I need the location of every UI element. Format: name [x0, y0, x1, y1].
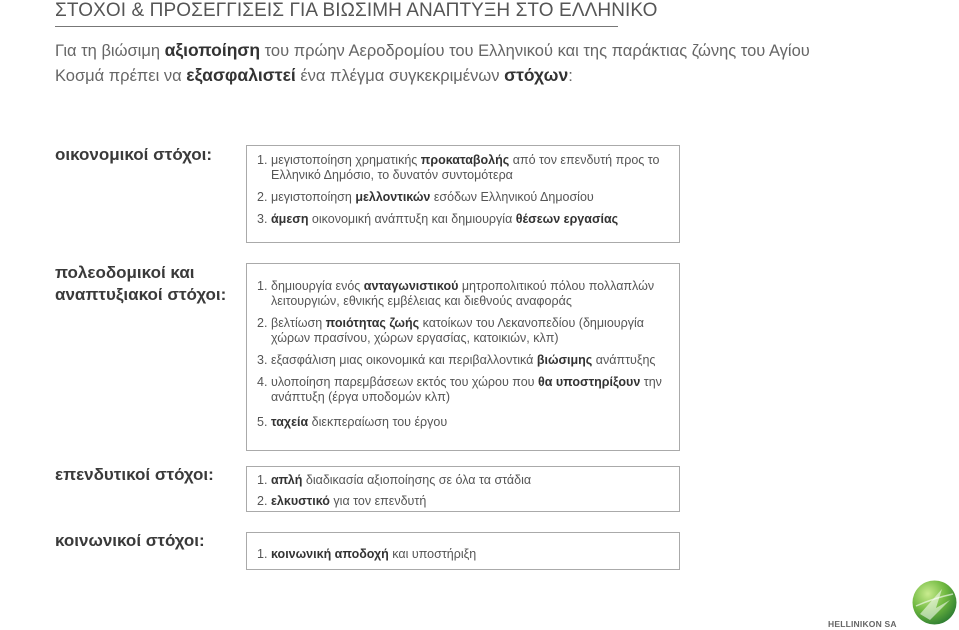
social-goals-label: κοινωνικοί στόχοι:: [55, 531, 205, 550]
list-item: [247, 353, 679, 368]
list-item: [247, 375, 679, 405]
item-number: 1.: [257, 153, 268, 167]
title-underline: [55, 26, 618, 27]
item-number: 5.: [257, 415, 268, 429]
urban-goals-label: [55, 262, 226, 306]
list-item: [247, 494, 679, 509]
item-text: μητροπολιτικού πόλου πολλαπλών λειτουργιών, εθνικής εμβέλειας και διεθνούς αναφοράς: [271, 279, 655, 308]
item-text: μεγιστοποίηση χρηματικής: [271, 153, 421, 167]
intro-text: ένα πλέγμα συγκεκριμένων: [295, 67, 505, 85]
urban-goals-box: [246, 263, 680, 451]
economic-goals-box: [246, 145, 680, 243]
intro-text: :: [568, 67, 573, 85]
item-number: 4.: [257, 375, 268, 389]
item-text: εσόδων Ελληνικού Δημοσίου: [430, 190, 594, 204]
intro-emphasis: στόχων: [504, 65, 569, 85]
economic-goals-label: οικονομικοί στόχοι:: [55, 145, 213, 164]
economic-goals-list: [247, 153, 679, 227]
intro-text: Για τη βιώσιμη: [55, 42, 165, 60]
item-number: 2.: [257, 190, 268, 204]
item-text: διαδικασία αξιοποίησης σε όλα τα στάδια: [302, 473, 532, 487]
social-goals-list: [247, 547, 679, 562]
item-text: εξασφάλιση μιας οικονομικά και περιβαλλοντικά: [271, 353, 537, 367]
item-emphasis: βιώσιμης: [536, 353, 593, 367]
item-emphasis: ανταγωνιστικού: [363, 279, 459, 293]
item-number: 1.: [257, 547, 268, 561]
item-emphasis: ποιότητας ζωής: [325, 316, 420, 330]
item-emphasis: προκαταβολής: [420, 153, 510, 167]
investment-goals-list: [247, 473, 679, 509]
list-item: [247, 190, 679, 205]
item-number: 3.: [257, 212, 268, 226]
brand-name: HELLINIKON SA: [828, 619, 897, 629]
item-emphasis: ταχεία: [271, 415, 309, 429]
investment-goals-label: επενδυτικοί στόχοι:: [55, 465, 214, 484]
item-emphasis: θέσεων εργασίας: [515, 212, 619, 226]
list-item: [247, 473, 679, 488]
intro-text: του πρώην Αεροδρομίου του Ελληνικού και της παράκτιας ζώνης του Αγίου Κοσμά πρέπει να: [55, 42, 810, 85]
item-number: 2.: [257, 494, 268, 508]
item-text: για τον επενδυτή: [329, 494, 427, 508]
social-goals-box: [246, 532, 680, 570]
item-text: διεκπεραίωση του έργου: [308, 415, 448, 429]
intro-emphasis: εξασφαλιστεί: [186, 65, 296, 85]
investment-goals-box: [246, 466, 680, 512]
item-emphasis: κοινωνική αποδοχή: [271, 547, 389, 561]
list-item: [247, 153, 679, 183]
urban-goals-list: [247, 279, 679, 430]
intro-emphasis: αξιοποίηση: [164, 40, 261, 60]
urban-goals-label-line: πολεοδομικοί και: [55, 263, 195, 282]
item-text: την ανάπτυξη (έργα υποδομών κλπ): [271, 375, 662, 404]
urban-goals-label-line: αναπτυξιακοί στόχοι:: [55, 285, 227, 304]
item-text: κατοίκων του Λεκανοπεδίου (δημιουργία χώρων πρασίνου, χώρων εργασίας, κατοικιών, κλπ): [271, 316, 644, 345]
item-text: δημιουργία ενός: [271, 279, 364, 293]
hellinikon-logo-icon: [912, 580, 957, 625]
list-item: [247, 547, 679, 562]
item-text: μεγιστοποίηση: [271, 190, 356, 204]
item-text: υλοποίηση παρεμβάσεων εκτός του χώρου που: [271, 375, 538, 389]
item-emphasis: ελκυστικό: [271, 494, 330, 508]
item-number: 1.: [257, 279, 268, 293]
item-text: οικονομική ανάπτυξη και δημιουργία: [308, 212, 516, 226]
list-item: [247, 212, 679, 227]
item-number: 1.: [257, 473, 268, 487]
list-item: [247, 415, 679, 430]
item-text: από τον επενδυτή προς το Ελληνικό Δημόσιο, το δυνατόν συντομότερα: [271, 153, 660, 182]
page-title: ΣΤΟΧΟΙ & ΠΡΟΣΕΓΓΙΣΕΙΣ ΓΙΑ ΒΙΩΣΙΜΗ ΑΝΑΠΤΥΞΗ ΣΤΟ ΕΛΛΗΝΙΚΟ: [55, 0, 658, 21]
item-emphasis: μελλοντικών: [355, 190, 431, 204]
list-item: [247, 316, 679, 346]
logo-graphic: [912, 580, 957, 625]
item-number: 2.: [257, 316, 268, 330]
item-number: 3.: [257, 353, 268, 367]
list-item: [247, 279, 679, 309]
intro-paragraph: [55, 38, 815, 88]
item-emphasis: άμεση: [271, 212, 309, 226]
item-emphasis: θα υποστηρίξουν: [537, 375, 641, 389]
item-text: και υποστήριξη: [388, 547, 477, 561]
item-emphasis: απλή: [271, 473, 303, 487]
item-text: ανάπτυξης: [592, 353, 656, 367]
item-text: βελτίωση: [271, 316, 326, 330]
